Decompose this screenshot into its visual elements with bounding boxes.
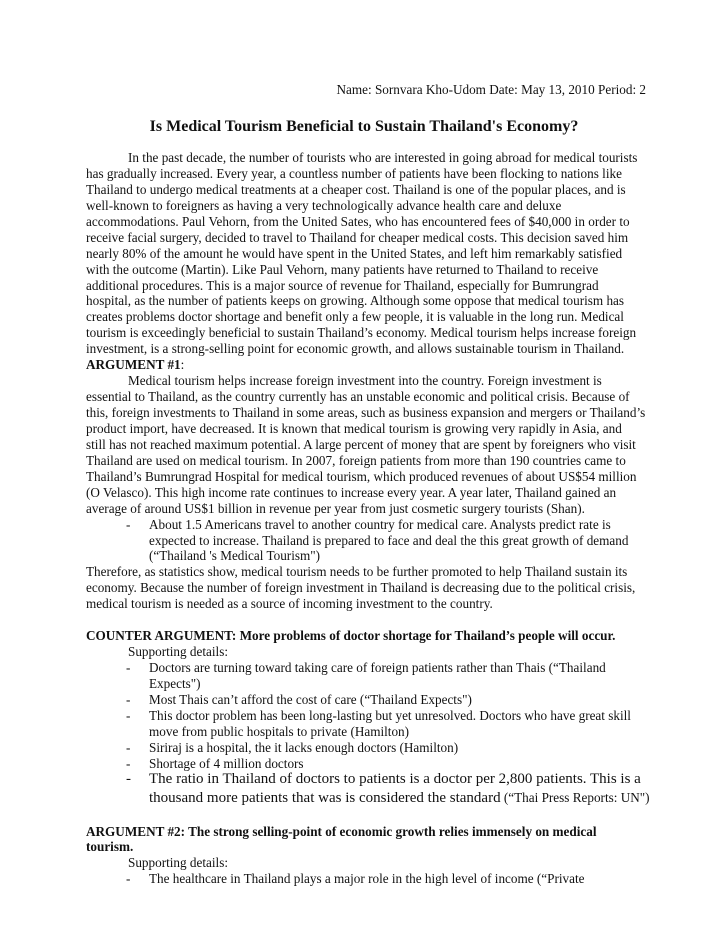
list-item: - Doctors are turning toward taking care of foreign patients rather than Thais (“Thailand Expects") bbox=[86, 660, 652, 692]
argument-2-heading-cont: tourism. bbox=[86, 839, 134, 855]
bullet-dash: - bbox=[126, 660, 131, 675]
text-line: with the outcome (Martin). Like Paul Vehorn, many patients have returned to Thailand to receive bbox=[86, 261, 599, 277]
text-line: has gradually increased. Every year, a countless number of patients have been flocking to nations like bbox=[86, 165, 622, 181]
list-item: - Siriraj is a hospital, the it lacks enough doctors (Hamilton) bbox=[126, 739, 459, 755]
student-header: Name: Sornvara Kho-Udom Date: May 13, 2010 Period: 2 bbox=[336, 82, 646, 97]
list-item: - The healthcare in Thailand plays a major role in the high level of income (“Private bbox=[126, 871, 585, 887]
counter-argument-heading: COUNTER ARGUMENT: More problems of doctor shortage for Thailand’s people will occur. bbox=[86, 628, 616, 644]
text-line: (“Thailand 's Medical Tourism") bbox=[149, 548, 321, 564]
text-line: well-known to foreigners as having a very technologically advance health care and deluxe bbox=[86, 197, 562, 213]
list-item: - Shortage of 4 million doctors bbox=[126, 755, 304, 771]
argument-2-section bbox=[86, 824, 652, 888]
text-line: In the past decade, the number of tourists who are interested in going abroad for medical tourists bbox=[128, 150, 638, 165]
supporting-details-label: Supporting details: bbox=[128, 855, 229, 871]
text-line: Expects") bbox=[149, 675, 201, 691]
text-line: Thailand are used on medical tourism. In 2007, foreign patients from more than 190 countries came to bbox=[86, 452, 626, 468]
text-line: average of around US$1 billion in revenue per year from just cosmetic surgery tourists (Shan). bbox=[86, 500, 585, 516]
bullet-dash: - bbox=[126, 739, 131, 755]
text-line: still has not reached maximum potential. A large percent of money that are spent by foreigners who visit bbox=[86, 436, 636, 452]
argument-1-heading bbox=[86, 357, 652, 373]
supporting-details-label: Supporting details: bbox=[128, 644, 229, 660]
text-line: economy. Because the number of foreign investment in Thailand is decreasing due to the political crisis, bbox=[86, 580, 636, 596]
list-item: - The ratio in Thailand of doctors to patients is a doctor per 2,800 patients. This is a thousand more patients that was is considered the standard (“Thai Press Reports: UN") bbox=[126, 770, 650, 806]
text-line: (O Velasco). This high income rate continues to increase every year. A year later, Thailand gained an bbox=[86, 484, 617, 500]
bullet-dash: - bbox=[126, 516, 131, 532]
list-item: - Most Thais can’t afford the cost of care (“Thailand Expects") bbox=[126, 691, 472, 707]
text-line: this, foreign investments to Thailand in some areas, such as business expansion and mergers or Thailand’s bbox=[86, 405, 646, 420]
bullet-dash: - bbox=[126, 691, 131, 707]
text-line: creates problems doctor shortage and benefit only a few people, it is valuable in the long run. Medical bbox=[86, 309, 624, 325]
list-item: - About 1.5 Americans travel to another country for medical care. Analysts predict rate is expected to increase. Thailand is prepared to face and deal the this great growth of demand (“Thailand 's Medical Tourism") bbox=[86, 517, 652, 565]
text-line: product import, have decreased. It is known that medical tourism is growing very rapidly in Asia, and bbox=[86, 420, 622, 436]
text-line: hospital, as the number of patients keeps on growing. Although some oppose that medical tourism has bbox=[86, 293, 625, 309]
argument-1-colon: : bbox=[180, 357, 185, 373]
paragraph-gap bbox=[86, 808, 652, 824]
argument-1-label: ARGUMENT #1 bbox=[86, 357, 181, 373]
text-line: Medical tourism helps increase foreign investment into the country. Foreign investment is bbox=[128, 373, 602, 389]
text-line: tourism is exceedingly beneficial to sustain Thailand’s economy. Medical tourism helps increase foreign bbox=[86, 325, 637, 341]
essay-body bbox=[86, 150, 652, 887]
list-item: - This doctor problem has been long-lasting but yet unresolved. Doctors who have great skill move from public hospitals to private (Hamilton) bbox=[86, 708, 652, 740]
text-line: Thailand to undergo medical treatments at a cheaper cost. Thailand is one of the popular places, and is bbox=[86, 181, 626, 197]
bullet-dash: - bbox=[126, 871, 131, 887]
text-line: expected to increase. Thailand is prepared to face and deal the this great growth of demand bbox=[149, 532, 629, 548]
text-line: thousand more patients that was is considered the standard bbox=[149, 789, 501, 806]
text-line: receive facial surgery, decided to travel to Thailand for cheaper medical costs. This decision saved him bbox=[86, 229, 629, 245]
argument-2-heading: ARGUMENT #2: The strong selling-point of economic growth relies immensely on medical bbox=[86, 823, 597, 839]
argument-1-section bbox=[86, 357, 652, 612]
citation: (“Thai Press Reports: UN") bbox=[503, 789, 650, 805]
essay-title: Is Medical Tourism Beneficial to Sustain Thailand's Economy? bbox=[149, 118, 579, 135]
paragraph-gap bbox=[86, 612, 652, 628]
text-line: Thailand’s Bumrungrad Hospital for medical tourism, which produced revenues of about US$54 million bbox=[86, 468, 637, 484]
bullet-dash: - bbox=[126, 770, 131, 787]
bullet-dash: - bbox=[126, 755, 131, 771]
text-line: accommodations. Paul Vehorn, from the United Sates, who has encountered fees of $40,000 in order to bbox=[86, 213, 630, 229]
counter-argument-section bbox=[86, 628, 652, 807]
intro-paragraph bbox=[86, 150, 652, 357]
text-line: essential to Thailand, as the country currently has an unstable economic and political crisis. Because of bbox=[86, 389, 630, 405]
text-line: additional procedures. This is a major source of revenue for Thailand, especially for Bumrungrad bbox=[86, 277, 599, 293]
text-line: investment, is a strong-selling point for economic growth, and allows sustainable tourism in Thailand. bbox=[86, 341, 625, 357]
text-line: nearly 80% of the amount he would have spent in the United States, and left him remarkably satisfied bbox=[86, 245, 623, 261]
text-line: medical tourism is needed as a source of incoming investment to the country. bbox=[86, 596, 493, 612]
text-line: move from public hospitals to private (Hamilton) bbox=[149, 723, 410, 739]
text-line: Therefore, as statistics show, medical tourism needs to be further promoted to help Thailand sustain its bbox=[86, 564, 628, 580]
bullet-dash: - bbox=[126, 707, 131, 723]
